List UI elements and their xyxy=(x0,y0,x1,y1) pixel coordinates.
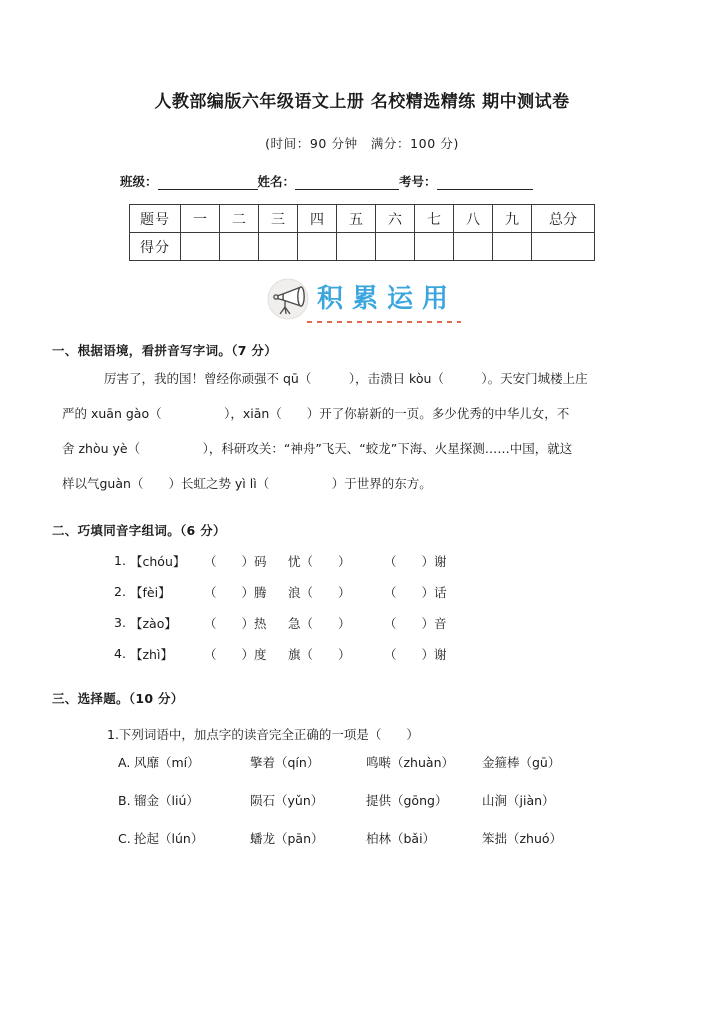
exam-meta-subtitle: (时间：90 分钟 满分：100 分) xyxy=(265,136,459,152)
score-table xyxy=(129,204,595,261)
passage-line-4: 样以气guàn（ ）长虹之势 yì lì（ ）于世界的东方。 xyxy=(62,476,432,492)
exam-number-input-rule[interactable] xyxy=(437,177,533,190)
choice-label-b: B. xyxy=(118,792,131,808)
row-label-score: 得分 xyxy=(130,233,181,261)
section-one-passage xyxy=(52,361,672,501)
choice-label-a: A. xyxy=(118,754,131,770)
score-table-wrapper xyxy=(52,204,672,261)
answer-blank[interactable]: （ ）谢 xyxy=(384,646,447,662)
column-header-3: 三 xyxy=(259,205,298,233)
name-label: 姓名： xyxy=(257,174,296,190)
answer-blank[interactable]: （ ）谢 xyxy=(384,553,447,569)
score-cell-4[interactable] xyxy=(298,233,337,261)
choice-label-c: C. xyxy=(118,830,131,846)
answer-blank[interactable]: 忧（ ） xyxy=(288,553,351,569)
score-cell-3[interactable] xyxy=(259,233,298,261)
item-index: 4. xyxy=(114,646,126,662)
banner-dotted-underline xyxy=(307,321,461,323)
choice-word: 蟠龙（pān） xyxy=(250,831,324,847)
name-input-rule[interactable] xyxy=(295,177,399,190)
choice-word: 金箍棒（gū） xyxy=(482,755,561,771)
passage-line-2: 严的 xuān gào（ ），xiān（ ）开了你崭新的一页。多少优秀的中华儿女，不 xyxy=(62,406,570,422)
class-label: 班级： xyxy=(120,174,158,190)
page-title: 人教部编版六年级语文上册 名校精选精练 期中测试卷 xyxy=(154,92,570,112)
question-1-text: 1.下列词语中，加点字的读音完全正确的一项是（ ） xyxy=(107,727,419,743)
choice-word: 山涧（jiàn） xyxy=(482,793,555,809)
item-pinyin: 【fèi】 xyxy=(130,584,171,600)
score-cell-5[interactable] xyxy=(337,233,376,261)
answer-blank[interactable]: （ ）腾 xyxy=(204,584,267,600)
item-index: 3. xyxy=(114,615,126,631)
answer-blank[interactable]: （ ）度 xyxy=(204,646,267,662)
column-header-5: 五 xyxy=(337,205,376,233)
name-field xyxy=(258,172,400,190)
column-header-4: 四 xyxy=(298,205,337,233)
score-cell-2[interactable] xyxy=(220,233,259,261)
choice-option-a[interactable] xyxy=(52,743,672,781)
section-banner xyxy=(52,277,672,321)
section-title-one: 一、根据语境，看拼音写字词。（7 分） xyxy=(52,343,277,359)
answer-blank[interactable]: 旗（ ） xyxy=(288,646,351,662)
choice-option-b[interactable] xyxy=(52,781,672,819)
section-banner-title: 积累运用 xyxy=(316,284,457,315)
class-input-rule[interactable] xyxy=(158,177,258,190)
list-item xyxy=(52,576,672,607)
score-cell-8[interactable] xyxy=(454,233,493,261)
homophone-list xyxy=(52,545,672,669)
choice-word: 陨石（yǔn） xyxy=(250,793,324,809)
column-header-total: 总分 xyxy=(532,205,595,233)
column-header-9: 九 xyxy=(493,205,532,233)
answer-blank[interactable]: （ ）话 xyxy=(384,584,447,600)
choice-word: 擎着（qín） xyxy=(250,755,320,771)
choice-word: 镏金（liú） xyxy=(134,793,199,809)
item-pinyin: 【zào】 xyxy=(130,615,177,631)
column-header-2: 二 xyxy=(220,205,259,233)
score-cell-6[interactable] xyxy=(376,233,415,261)
section-banner-inner xyxy=(265,277,459,321)
answer-blank[interactable]: 急（ ） xyxy=(288,615,351,631)
choice-word: 提供（gōng） xyxy=(366,793,448,809)
section-title-three: 三、选择题。（10 分） xyxy=(52,691,184,707)
student-identity-row xyxy=(52,172,672,190)
column-header-1: 一 xyxy=(181,205,220,233)
item-index: 1. xyxy=(114,553,126,569)
answer-blank[interactable]: （ ）音 xyxy=(384,615,447,631)
list-item xyxy=(52,545,672,576)
score-cell-1[interactable] xyxy=(181,233,220,261)
choice-word: 鸣啭（zhuàn） xyxy=(366,755,454,771)
choice-word: 风靡（mí） xyxy=(134,755,200,771)
item-index: 2. xyxy=(114,584,126,600)
score-cell-9[interactable] xyxy=(493,233,532,261)
score-cell-7[interactable] xyxy=(415,233,454,261)
answer-blank[interactable]: 浪（ ） xyxy=(288,584,351,600)
column-header-6: 六 xyxy=(376,205,415,233)
answer-blank[interactable]: （ ）码 xyxy=(204,553,267,569)
item-pinyin: 【zhì】 xyxy=(130,646,173,662)
column-header-8: 八 xyxy=(454,205,493,233)
column-header-7: 七 xyxy=(415,205,454,233)
section-title-two: 二、巧填同音字组词。（6 分） xyxy=(52,523,226,539)
table-row-scores xyxy=(130,233,595,261)
choice-word: 抡起（lún） xyxy=(134,831,204,847)
list-item xyxy=(52,607,672,638)
row-label-question-number: 题号 xyxy=(130,205,181,233)
table-row-question-numbers xyxy=(130,205,595,233)
score-cell-total[interactable] xyxy=(532,233,595,261)
choice-option-c[interactable] xyxy=(52,819,672,857)
item-pinyin: 【chóu】 xyxy=(130,553,186,569)
exam-number-field xyxy=(399,172,533,190)
class-field xyxy=(120,172,258,190)
passage-line-1: 厉害了，我的国！曾经你顽强不 qū（ ），击溃日 kòu（ ）。天安门城楼上庄 xyxy=(104,371,588,387)
list-item xyxy=(52,638,672,669)
megaphone-icon xyxy=(265,277,311,321)
passage-line-3: 舍 zhòu yè（ ），科研攻关：“神舟”飞天、“蛟龙”下海、火星探测……中国，就这 xyxy=(62,441,573,457)
exam-number-label: 考号： xyxy=(399,174,437,190)
answer-blank[interactable]: （ ）热 xyxy=(204,615,267,631)
choice-word: 笨拙（zhuó） xyxy=(482,831,563,847)
choice-word: 柏林（bǎi） xyxy=(366,831,436,847)
